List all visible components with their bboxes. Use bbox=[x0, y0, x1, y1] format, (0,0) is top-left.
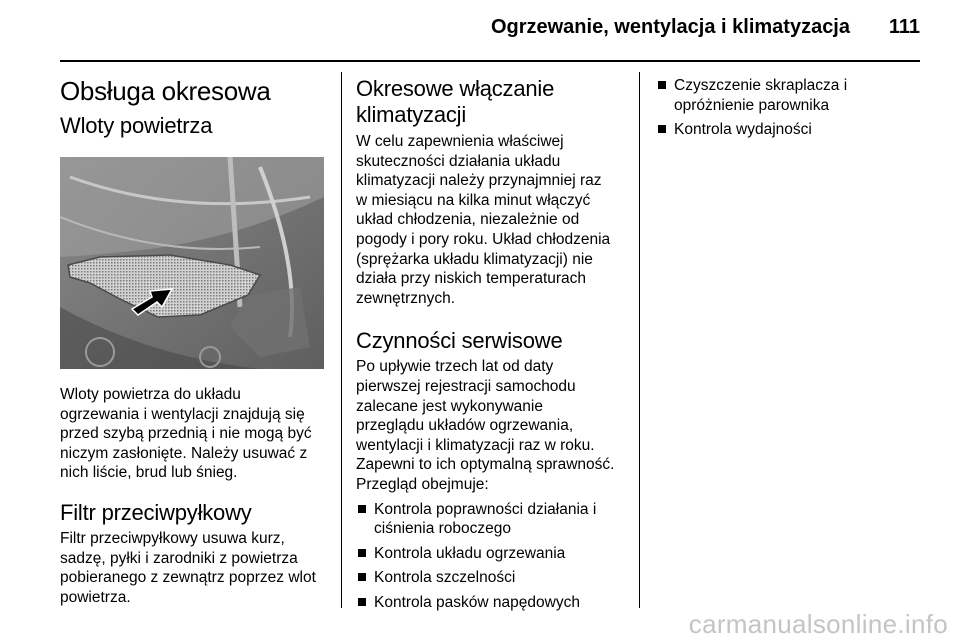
service-title: Czynności serwisowe bbox=[356, 328, 563, 354]
ac-section-title: Okresowe włączanie klimatyzacji bbox=[356, 76, 555, 127]
column-1 bbox=[60, 76, 330, 607]
running-header: Ogrzewanie, wentylacja i klimatyzacja bbox=[490, 16, 850, 38]
bullet-square-icon bbox=[658, 81, 666, 89]
section-title: Obsługa okresowa bbox=[60, 76, 271, 106]
filter-title: Filtr przeciwpyłkowy bbox=[60, 499, 252, 525]
bullet-square-icon bbox=[358, 549, 366, 557]
list-item: Czyszczenie skraplacza i opróżnienie parownika bbox=[656, 76, 926, 115]
bullet-square-icon bbox=[358, 505, 366, 513]
list-item: Kontrola szczelności bbox=[356, 568, 631, 588]
service-list-continued bbox=[656, 76, 926, 140]
service-text: Po upływie trzech lat od daty pierwszej rejestracji samochodu zalecane jest wykonywanie przeglądu układów ogrzewania, wentylacji i klimatyzacji raz w roku. Zapewni to ich optymalną sprawność. Przegląd obejmuje: bbox=[356, 358, 615, 493]
bullet-square-icon bbox=[358, 573, 366, 581]
bullet-square-icon bbox=[658, 125, 666, 133]
list-item: Kontrola układu ogrzewania bbox=[356, 544, 631, 564]
list-item: Kontrola poprawności działania i ciśnienia roboczego bbox=[356, 500, 631, 539]
column-2 bbox=[356, 76, 631, 617]
subsection-title: Wloty powietrza bbox=[60, 113, 213, 138]
column-divider-1 bbox=[341, 72, 342, 608]
header-rule bbox=[60, 60, 920, 62]
air-inlet-photo bbox=[60, 157, 324, 369]
watermark[interactable]: carmanualsonline.info bbox=[688, 609, 948, 639]
ac-text: W celu zapewnienia właściwej skuteczności działania układu klimatyzacji należy przynajmniej raz w miesiącu na kilka minut włączyć układ chłodzenia, niezależnie od pogody i pory roku. Układ chłodzenia (sprężarka układu klimatyzacji) nie działa przy niskich temperaturach zewnętrznych. bbox=[356, 133, 611, 307]
column-3 bbox=[656, 76, 926, 145]
page-number: 111 bbox=[888, 16, 920, 38]
list-item: Kontrola wydajności bbox=[656, 120, 926, 140]
bullet-square-icon bbox=[358, 598, 366, 606]
list-item: Kontrola pasków napędowych bbox=[356, 593, 631, 613]
photo-caption bbox=[60, 385, 330, 483]
filter-text: Filtr przeciwpyłkowy usuwa kurz, sadzę, pyłki i zarodniki z powietrza pobieranego z zewnątrz poprzez wlot powietrza. bbox=[60, 529, 316, 606]
photo-caption-text: Wloty powietrza do układu ogrzewania i wentylacji znajdują się przed szybą przednią i nie mogą być niczym zasłonięte. Należy usuwać z nich liście, brud lub śnieg. bbox=[60, 386, 312, 482]
service-list bbox=[356, 500, 631, 613]
column-divider-2 bbox=[639, 72, 640, 608]
